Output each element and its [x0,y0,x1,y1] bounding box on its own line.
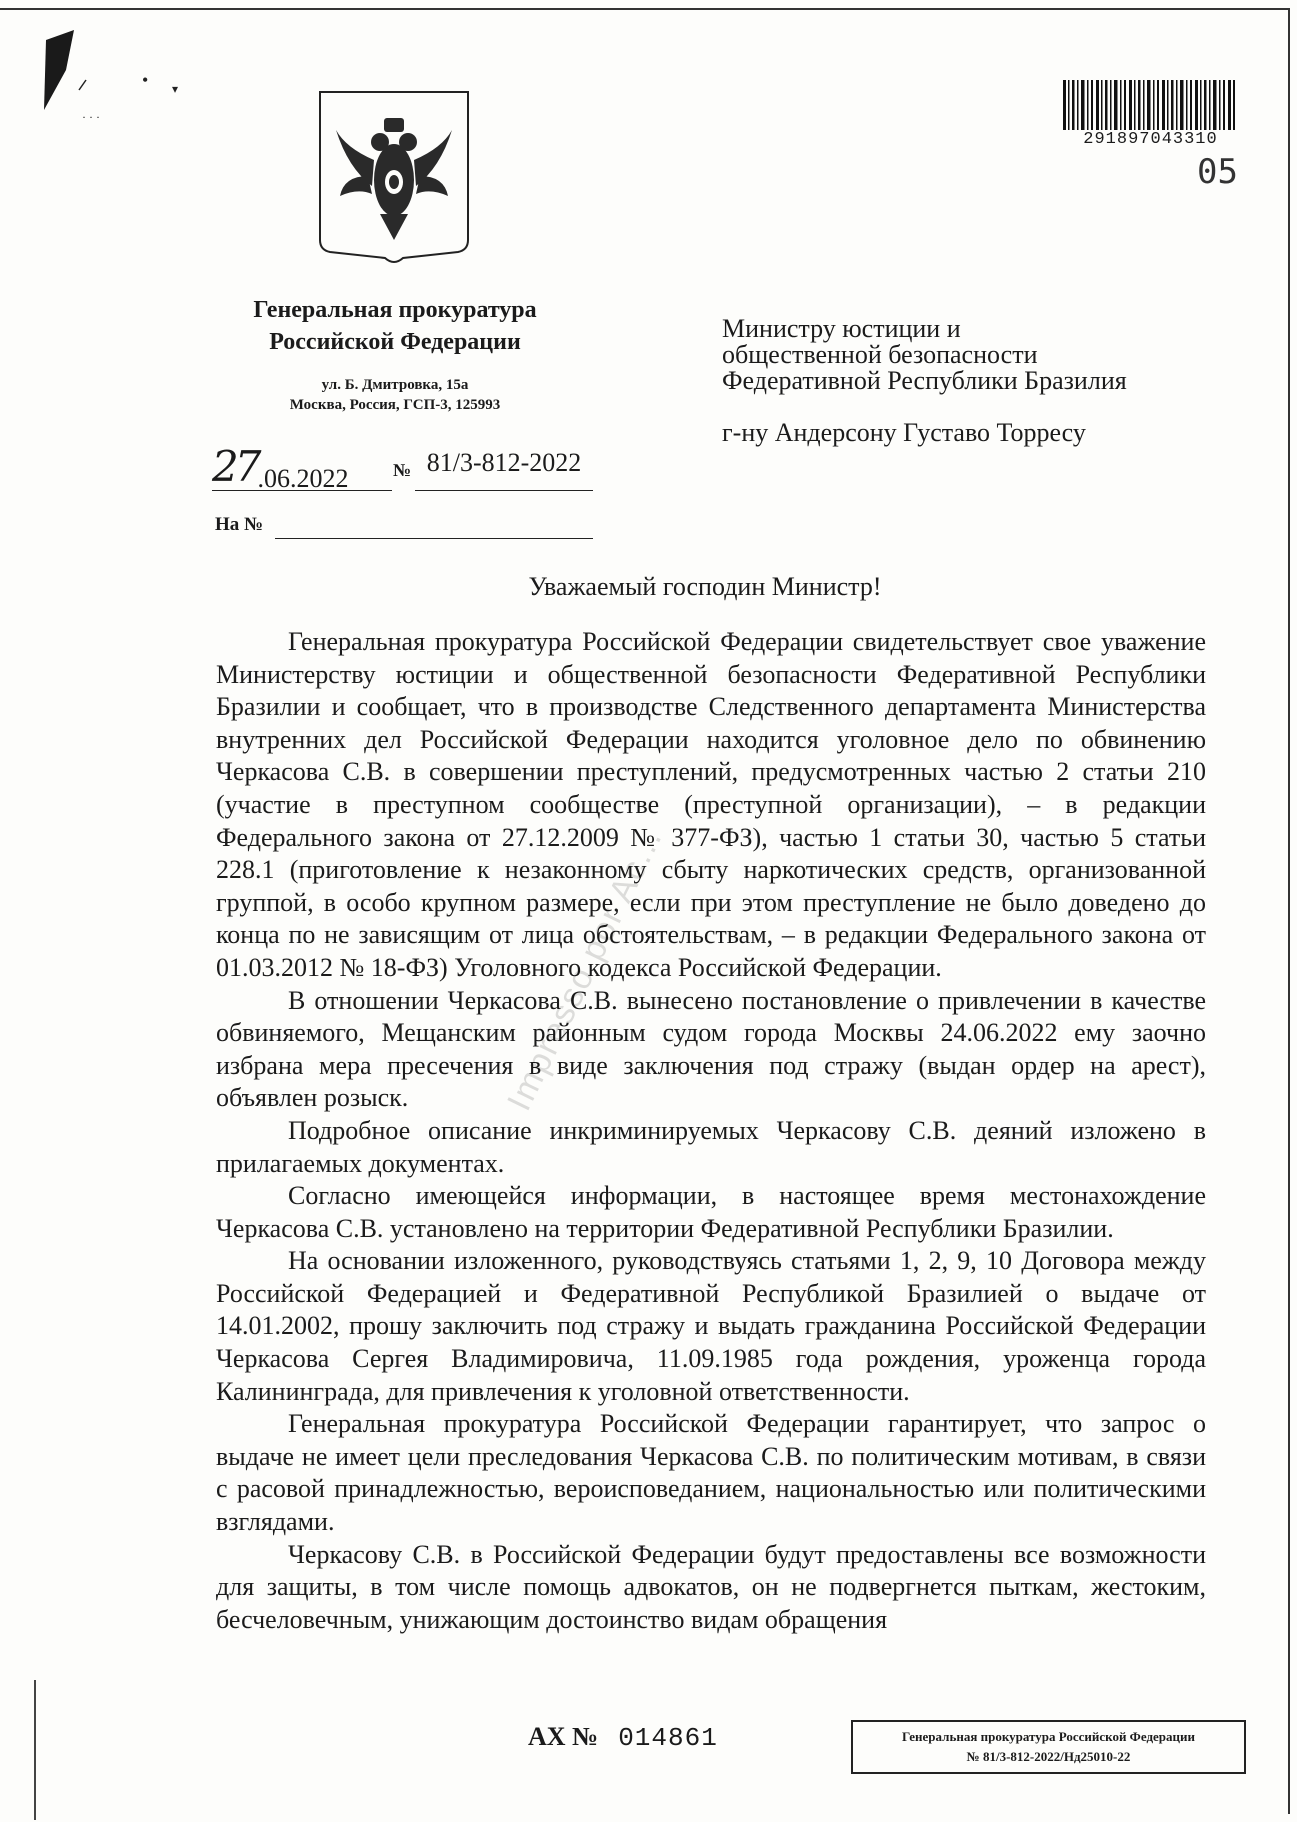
sender-organization [200,294,590,358]
paragraph: В отношении Черкасова С.В. вынесено постановление о привлечении в качестве обвиняемого, Мещанским районным судом города Москвы 24.06.2022 ему заочно избрана мера пресечения в виде заключения под стражу (выдан ордер на арест), объявлен розыск. [216,985,1206,1113]
paragraph: Черкасову С.В. в Российской Федерации будут предоставлены все возможности для защиты, в том числе помощь адвокатов, он не подвергнется пыткам, жестоким, бесчеловечным, унижающим достоинство видам обращения [216,1539,1206,1634]
addressee-block [722,316,1127,394]
scan-speck: ▾ [172,82,179,96]
registration-number-label: № [393,460,412,480]
stamp-line: Генеральная прокуратура Российской Федерации [902,1729,1195,1744]
recipient-name: г-ну Андерсону Густаво Торресу [722,418,1086,447]
margin-line [34,1680,36,1820]
sender-name-line: Российской Федерации [269,329,521,355]
reference-blank-line [275,538,593,539]
registration-date [212,442,392,493]
paragraph: Подробное описание инкриминируемых Черкасову С.В. деяний изложено в прилагаемых документах. [216,1115,1206,1178]
paragraph: Согласно имеющейся информации, в настоящее время местонахождение Черкасова С.В. установлено на территории Федеративной Республики Бразилии. [216,1181,1206,1243]
handwritten-day: 27 [212,442,258,491]
addressee-line: Федеративной Республики Бразилия [722,366,1127,395]
sender-name-line: Генеральная прокуратура [253,297,537,323]
stamp-line: № 81/3-812-2022/Нд25010-22 [966,1749,1131,1764]
scan-corner-mark-icon [44,30,94,120]
form-serial [528,1722,718,1753]
watermark: Impresso por Ac... [500,821,671,1117]
registration-number: 81/3-812-2022 [415,448,593,491]
sender-address-line: Москва, Россия, ГСП-3, 125993 [289,397,501,413]
letter-body [216,626,1206,1636]
paragraph: На основании изложенного, руководствуясь статьями 1, 2, 9, 10 Договора между Российской Федерацией и Федеративной Республикой Бразилией о выдаче от 14.01.2002, прошу заключить под стражу и выдать гражданина Российской Федерации Черкасова Сергея Владимировича, 11.09.1985 года рождения, уроженца города Калининграда, для привлечения к уголовной ответственности. [216,1246,1206,1406]
sender-address-line: ул. Б. Дмитровка, 15а [321,377,469,393]
page-code: 05 [1197,152,1238,192]
printed-date: .06.2022 [257,464,349,493]
coat-of-arms-icon [318,90,470,268]
scan-speck: · · · [82,110,100,124]
salutation: Уважаемый господин Министр! [528,572,882,601]
reference-label: На № [215,514,264,535]
paragraph: Генеральная прокуратура Российской Федерации свидетельствует свое уважение Министерству юстиции и общественной безопасности Федеративной Республики Бразилии и сообщает, что в производстве Следственного департамента Министерства внутренних дел Российской Федерации находится уголовное дело по обвинению Черкасова С.В. в совершении преступлений, предусмотренных частью 2 статьи 210 (участие в преступном сообществе (преступной организации), – в редакции Федерального закона от 27.12.2009 № 377-ФЗ), частью 1 статьи 30, частью 5 статьи 228.1 (приготовление к незаконному сбыту наркотических средств, организованной группой, в особо крупном размере, если при этом преступление не было доведено до конца по не зависящим от лица обстоятельствам, – в редакции Федерального закона от 01.03.2012 № 18-ФЗ) Уголовного кодекса Российской Федерации. [216,627,1206,982]
serial-number: 014861 [618,1723,718,1753]
paragraph: Генеральная прокуратура Российской Федерации гарантирует, что запрос о выдаче не имеет цели преследования Черкасова С.В. по политическим мотивам, в связи с расовой принадлежностью, вероисповеданием, национальностью или политическими взглядами. [216,1409,1206,1537]
sender-address [200,375,590,415]
serial-label: АХ № [528,1722,599,1751]
addressee-line: общественной безопасности [722,340,1038,369]
registration-stamp [851,1720,1246,1774]
scan-speck: • [142,70,149,90]
barcode-number: 291897043310 [1063,130,1238,149]
addressee-line: Министру юстиции и [722,314,961,343]
